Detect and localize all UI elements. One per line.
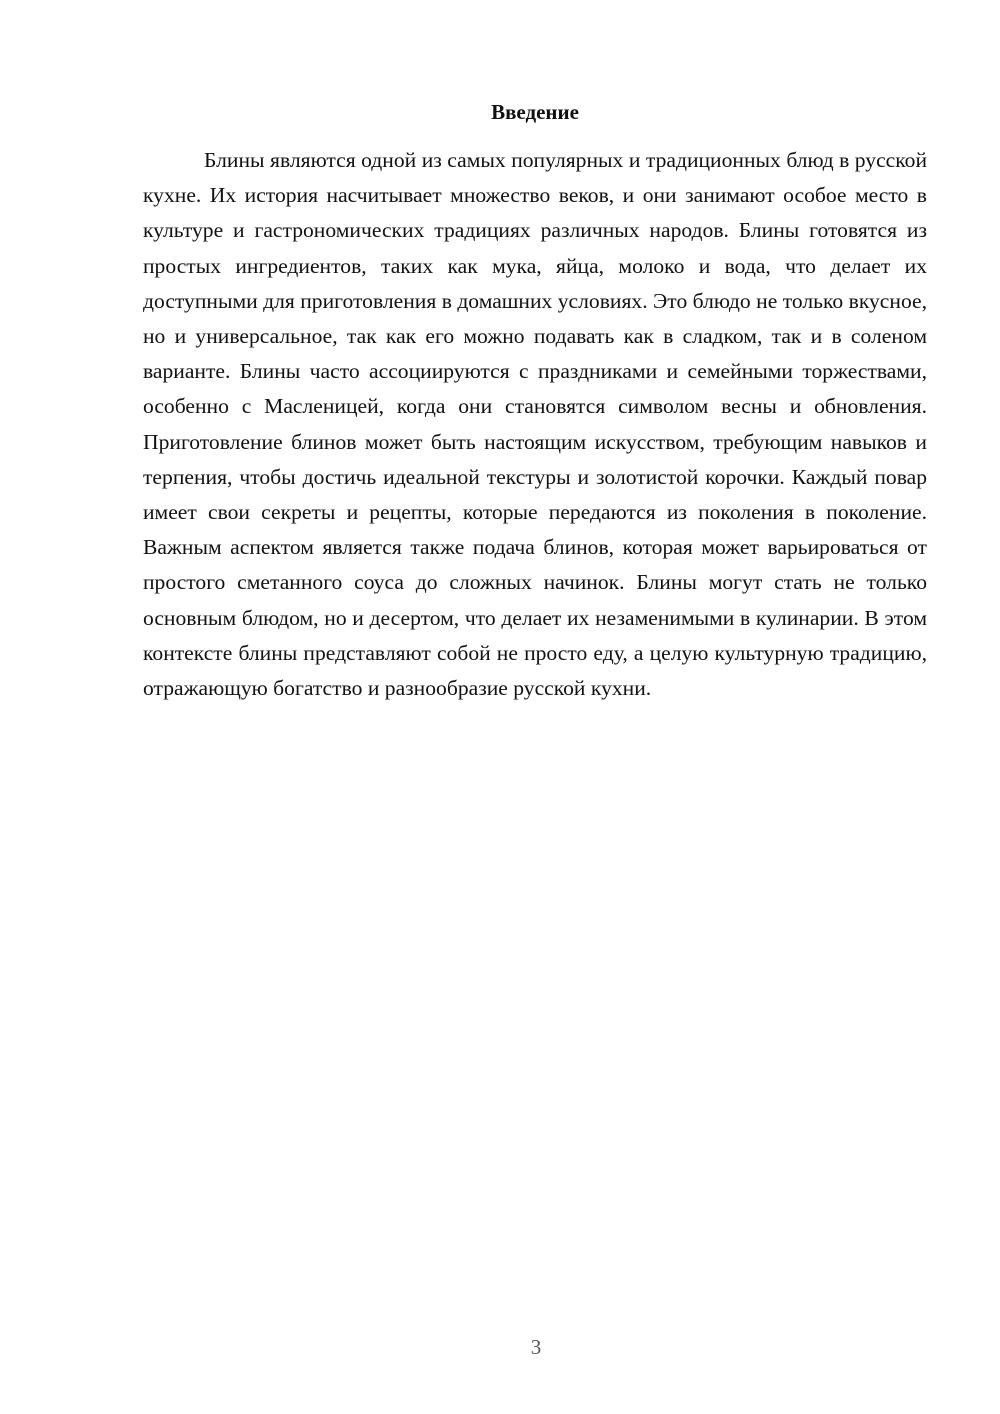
introduction-paragraph: Блины являются одной из самых популярных и традиционных блюд в русской кухне. Их история насчитывает множество веков, и они занимают особое место в культуре и гастрономических традициях различных народов. Блины готовятся из простых ингредиентов, таких как мука, яйца, молоко и вода, что делает их доступными для приготовления в домашних условиях. Это блюдо не только вкусное, но и универсальное, так как его можно подавать как в сладком, так и в соленом варианте. Блины часто ассоциируются с праздниками и семейными торжествами, особенно с Масленицей, когда они становятся символом весны и обновления. Приготовление блинов может быть настоящим искусством, требующим навыков и терпения, чтобы достичь идеальной текстуры и золотистой корочки. Каждый повар имеет свои секреты и рецепты, которые передаются из поколения в поколение. Важным аспектом является также подача блинов, которая может варьироваться от простого сметанного соуса до сложных начинок. Блины могут стать не только основным блюдом, но и десертом, что делает их незаменимыми в кулинарии. В этом контексте блины представляют собой не просто еду, а целую культурную традицию, отражающую богатство и разнообразие русской кухни.	[143, 148, 927, 701]
page-number: 3	[530, 1335, 542, 1359]
section-heading: Введение	[491, 100, 579, 124]
